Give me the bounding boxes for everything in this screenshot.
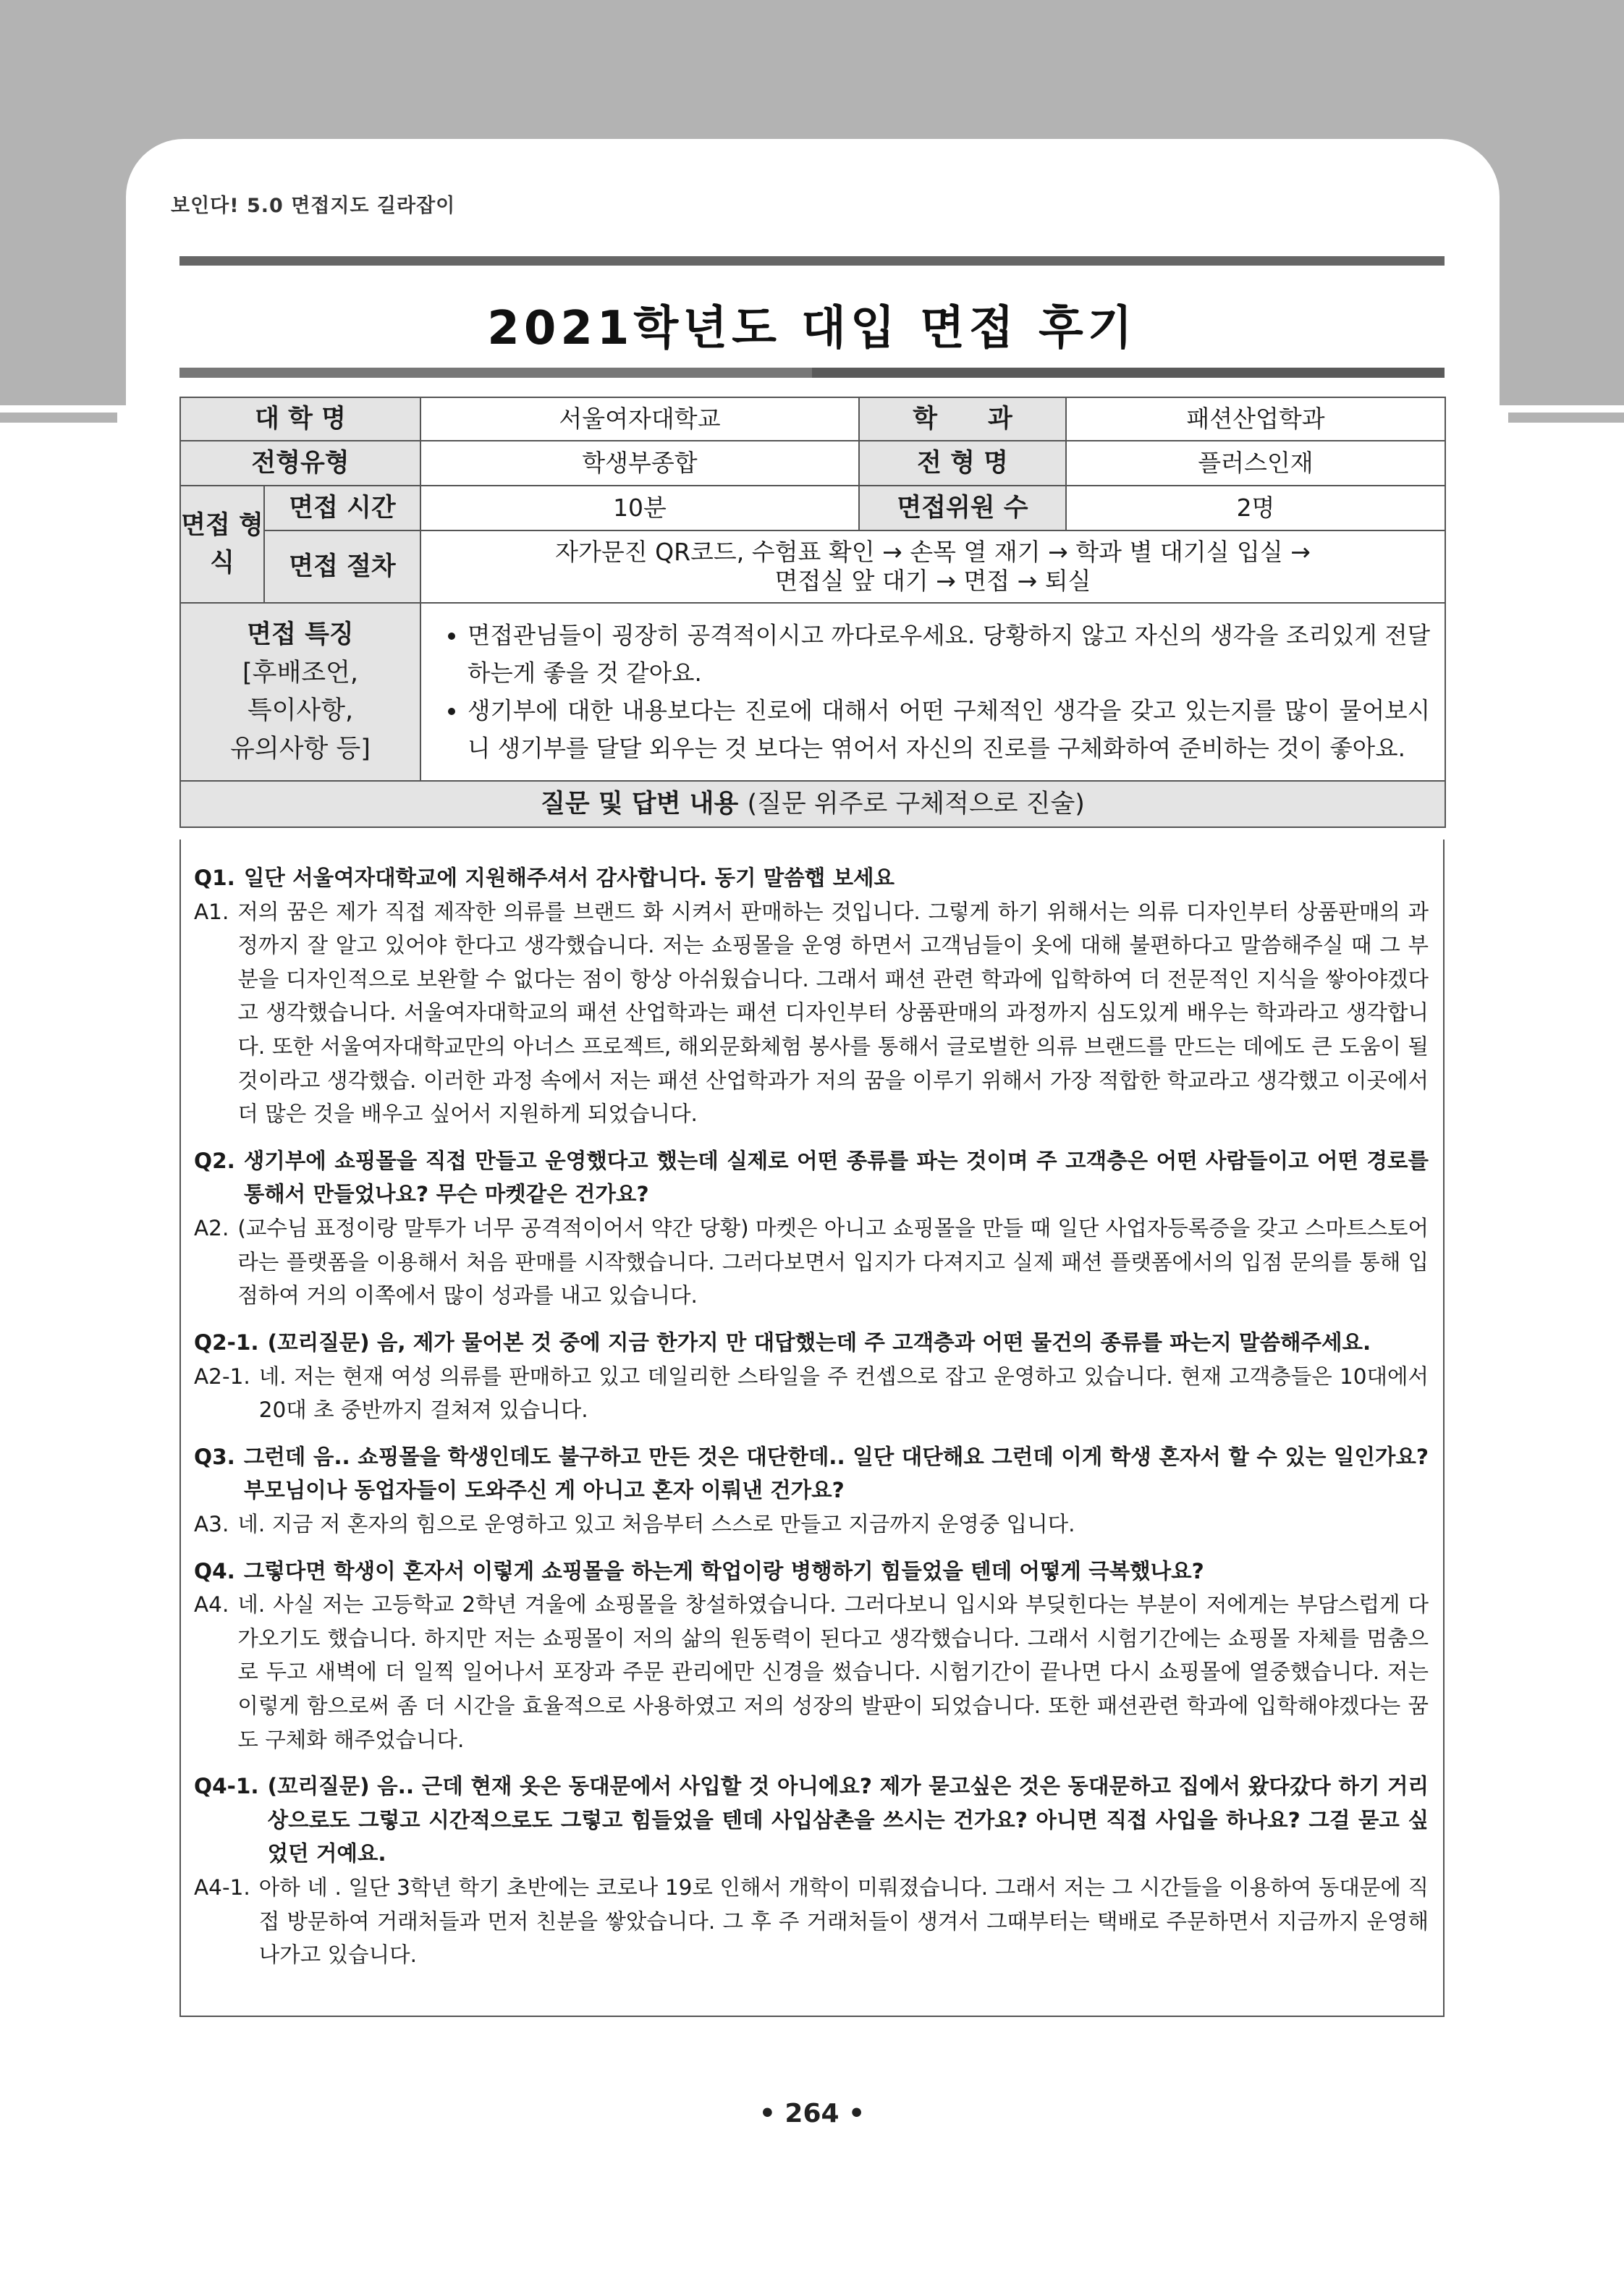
time-label: 면접 시간 xyxy=(264,486,420,530)
procedure-line-1: 자가문진 QR코드, 수험표 확인 → 손목 열 재기 → 학과 별 대기실 입실 → xyxy=(555,537,1311,566)
question-label: Q1. xyxy=(194,866,235,890)
question-item xyxy=(194,861,1429,895)
answer-text: 네. 지금 저 혼자의 힘으로 운영하고 있고 처음부터 스스로 만들고 지금까지 운영중 입니다. xyxy=(237,1511,1075,1536)
answer-text: (교수님 표정이랑 말투가 너무 공격적이어서 약간 당황) 마켓은 아니고 쇼핑몰을 만들 때 일단 사업자등록증을 갖고 스마트스토어라는 플랫폼을 이용해서 처음 판매를 시작했습니다. 그러다보면서 입지가 다져지고 실제 패션 플랫폼에서의 입점 문의를 통해 입점하여 거의 이쪽에서 많이 성과를 내고 있습니다. xyxy=(237,1216,1429,1308)
qa-content xyxy=(179,840,1445,2017)
question-text: 그렇다면 학생이 혼자서 이렇게 쇼핑몰을 하는게 학업이랑 병행하기 힘들었을 텐데 어떻게 극복했나요? xyxy=(243,1558,1204,1584)
feature-item: • 면접관님들이 굉장히 공격적이시고 까다로우세요. 당황하지 않고 자신의 생각을 조리있게 전달하는게 좋을 것 같아요. xyxy=(468,617,1430,692)
answer-text: 저의 꿈은 제가 직접 제작한 의류를 브랜드 화 시켜서 판매하는 것입니다. 그렇게 하기 위해서는 의류 디자인부터 상품판매의 과정까지 잘 알고 있어야 한다고 생각했습니다. 저는 쇼핑몰을 운영 하면서 고객님들이 옷에 대해 불편하다고 말씀해주실 때 그 부분을 디자인적으로 보완할 수 없다는 점이 항상 아쉬웠습니다. 그래서 패션 관련 학과에 입학하여 더 전문적인 지식을 쌓아야겠다고 생각했습니다. 서울여자대학교의 패션 산업학과는 패션 디자인부터 상품판매의 과정까지 심도있게 배우는 학과라고 생각합니다. 또한 서울여자대학교만의 아너스 프로젝트, 해외문화체험 봉사를 통해서 글로벌한 의류 브랜드를 만드는 데에도 큰 도움이 될 것이라고 생각했습. 이러한 과정 속에서 저는 패션 산업학과가 저의 꿈을 이루기 위해서 가장 적합한 학교라고 생각했고 이곳에서 더 많은 것을 배우고 싶어서 지원하게 되었습니다. xyxy=(237,899,1429,1127)
answer-text: 네. 저는 현재 여성 의류를 판매하고 있고 데일리한 스타일을 주 컨셉으로 잡고 운영하고 있습니다. 현재 고객층들은 10대에서 20대 초 중반까지 걸쳐져 있습니다. xyxy=(258,1363,1429,1423)
answer-item xyxy=(194,1508,1429,1542)
title-rule-bottom-left xyxy=(179,368,812,378)
title-rule-top xyxy=(179,256,1445,266)
procedure-value xyxy=(420,530,1445,603)
answer-item xyxy=(194,1360,1429,1427)
question-label: Q2-1. xyxy=(194,1329,259,1355)
department-label: 학 과 xyxy=(859,397,1066,441)
answer-label: A1. xyxy=(194,899,229,924)
admission-name-label: 전 형 명 xyxy=(859,441,1066,486)
qa-header-bold: 질문 및 답변 내용 xyxy=(541,789,739,819)
answer-text: 네. 사실 저는 고등학교 2학년 겨울에 쇼핑몰을 창설하였습니다. 그러다보니 입시와 부딪힌다는 부분이 저에게는 부담스럽게 다가오기도 했습니다. 하지만 저는 쇼핑몰이 저의 삶의 원동력이 된다고 생각했습니다. 그래서 시험기간에는 쇼핑몰 자체를 멈춤으로 두고 새벽에 더 일찍 일어나서 포장과 주문 관리에만 신경을 썼습니다. 시험기간이 끝나면 다시 쇼핑몰에 열중했습니다. 저는 이렇게 함으로써 좀 더 시간을 효율적으로 사용하였고 저의 성장의 발판이 되었습니다. 또한 패션관련 학과에 입학해야겠다는 꿈도 구체화 해주었습니다. xyxy=(237,1592,1429,1752)
title-rule-bottom-right xyxy=(812,368,1445,378)
features-label xyxy=(180,603,420,781)
university-value: 서울여자대학교 xyxy=(420,397,859,441)
qa-header-note: (질문 위주로 구체적으로 진술) xyxy=(747,789,1085,819)
admission-name-value: 플러스인재 xyxy=(1066,441,1445,486)
question-item xyxy=(194,1769,1429,1871)
question-text: 생기부에 쇼핑몰을 직접 만들고 운영했다고 했는데 실제로 어떤 종류를 파는 것이며 주 고객층은 어떤 사람들이고 어떤 경로를 통해서 만들었나요? 무슨 마켓같은 건가요? xyxy=(243,1148,1429,1207)
page-title: 2021학년도 대입 면접 후기 xyxy=(487,302,1137,355)
answer-label: A4-1. xyxy=(194,1875,250,1900)
features-value xyxy=(420,603,1445,781)
time-value: 10분 xyxy=(420,486,859,530)
features-label-line-3: 특이사항, xyxy=(247,696,354,725)
question-item xyxy=(194,1144,1429,1212)
question-item xyxy=(194,1326,1429,1360)
answer-label: A2-1. xyxy=(194,1363,250,1389)
question-text: (꼬리질문) 음.. 근데 현재 옷은 동대문에서 사입할 것 아니에요? 제가 묻고싶은 것은 동대문하고 집에서 왔다갔다 하기 거리상으로도 그렇고 시간적으로도 그렇고 힘들었을 텐데 사입삼촌을 쓰시는 건가요? 아니면 직접 사입을 하나요? 그걸 묻고 싶었던 거예요. xyxy=(267,1774,1429,1866)
side-stripe-right-2 xyxy=(1508,413,1624,423)
answer-item xyxy=(194,1588,1429,1756)
question-item xyxy=(194,1555,1429,1589)
side-stripe-left-2 xyxy=(0,413,117,423)
procedure-line-2: 면접실 앞 대기 → 면접 → 퇴실 xyxy=(774,567,1091,595)
running-head: 보인다! 5.0 면접지도 길라잡이 xyxy=(171,195,456,217)
procedure-label: 면접 절차 xyxy=(264,530,420,603)
feature-item: • 생기부에 대한 내용보다는 진로에 대해서 어떤 구체적인 생각을 갖고 있는지를 많이 물어보시니 생기부를 달달 외우는 것 보다는 엮어서 자신의 진로를 구체화하여 준비하는 것이 좋아요. xyxy=(468,692,1430,767)
question-label: Q4. xyxy=(194,1558,235,1584)
side-stripe-left xyxy=(0,394,117,405)
question-item xyxy=(194,1440,1429,1508)
department-value: 패션산업학과 xyxy=(1066,397,1445,441)
answer-text: 아하 네 . 일단 3학년 학기 초반에는 코로나 19로 인해서 개학이 미뤄졌습니다. 그래서 저는 그 시간들을 이용하여 동대문에 직접 방문하여 거래처들과 먼저 친분을 쌓았습니다. 그 후 주 거래처들이 생겨서 그때부터는 택배로 주문하면서 지금까지 운영해나가고 있습니다. xyxy=(258,1875,1429,1968)
page-number: • 264 • xyxy=(758,2099,866,2128)
features-list xyxy=(421,605,1445,779)
admission-type-value: 학생부종합 xyxy=(420,441,859,486)
features-label-line-1: 면접 특징 xyxy=(247,620,354,649)
answer-item xyxy=(194,895,1429,1131)
question-text: 그런데 음.. 쇼핑몰을 학생인데도 불구하고 만든 것은 대단한데.. 일단 대단해요 그런데 이게 학생 혼자서 할 수 있는 일인가요? 부모님이나 동업자들이 도와주신 게 아니고 혼자 이뤄낸 건가요? xyxy=(243,1444,1429,1503)
question-text: (꼬리질문) 음, 제가 물어본 것 중에 지금 한가지 만 대답했는데 주 고객층과 어떤 물건의 종류를 파는지 말씀해주세요. xyxy=(267,1329,1371,1355)
interviewers-label: 면접위원 수 xyxy=(859,486,1066,530)
interview-info-table xyxy=(179,397,1446,828)
answer-item xyxy=(194,1212,1429,1313)
features-label-line-4: 유의사항 등] xyxy=(230,734,371,764)
question-text: 일단 서울여자대학교에 지원해주셔서 감사합니다. 동기 말씀햅 보세요 xyxy=(243,866,895,890)
answer-item xyxy=(194,1871,1429,1972)
qa-section-header xyxy=(180,781,1445,827)
features-label-line-2: [후배조언, xyxy=(242,658,359,688)
university-label: 대 학 명 xyxy=(180,397,420,441)
question-label: Q3. xyxy=(194,1444,235,1469)
question-label: Q4-1. xyxy=(194,1774,259,1799)
admission-type-label: 전형유형 xyxy=(180,441,420,486)
interviewers-value: 2명 xyxy=(1066,486,1445,530)
side-stripe-right xyxy=(1508,394,1624,405)
answer-label: A4. xyxy=(194,1592,229,1618)
question-label: Q2. xyxy=(194,1148,235,1173)
answer-label: A3. xyxy=(194,1511,229,1536)
format-label: 면접 형식 xyxy=(180,486,264,603)
answer-label: A2. xyxy=(194,1216,229,1241)
